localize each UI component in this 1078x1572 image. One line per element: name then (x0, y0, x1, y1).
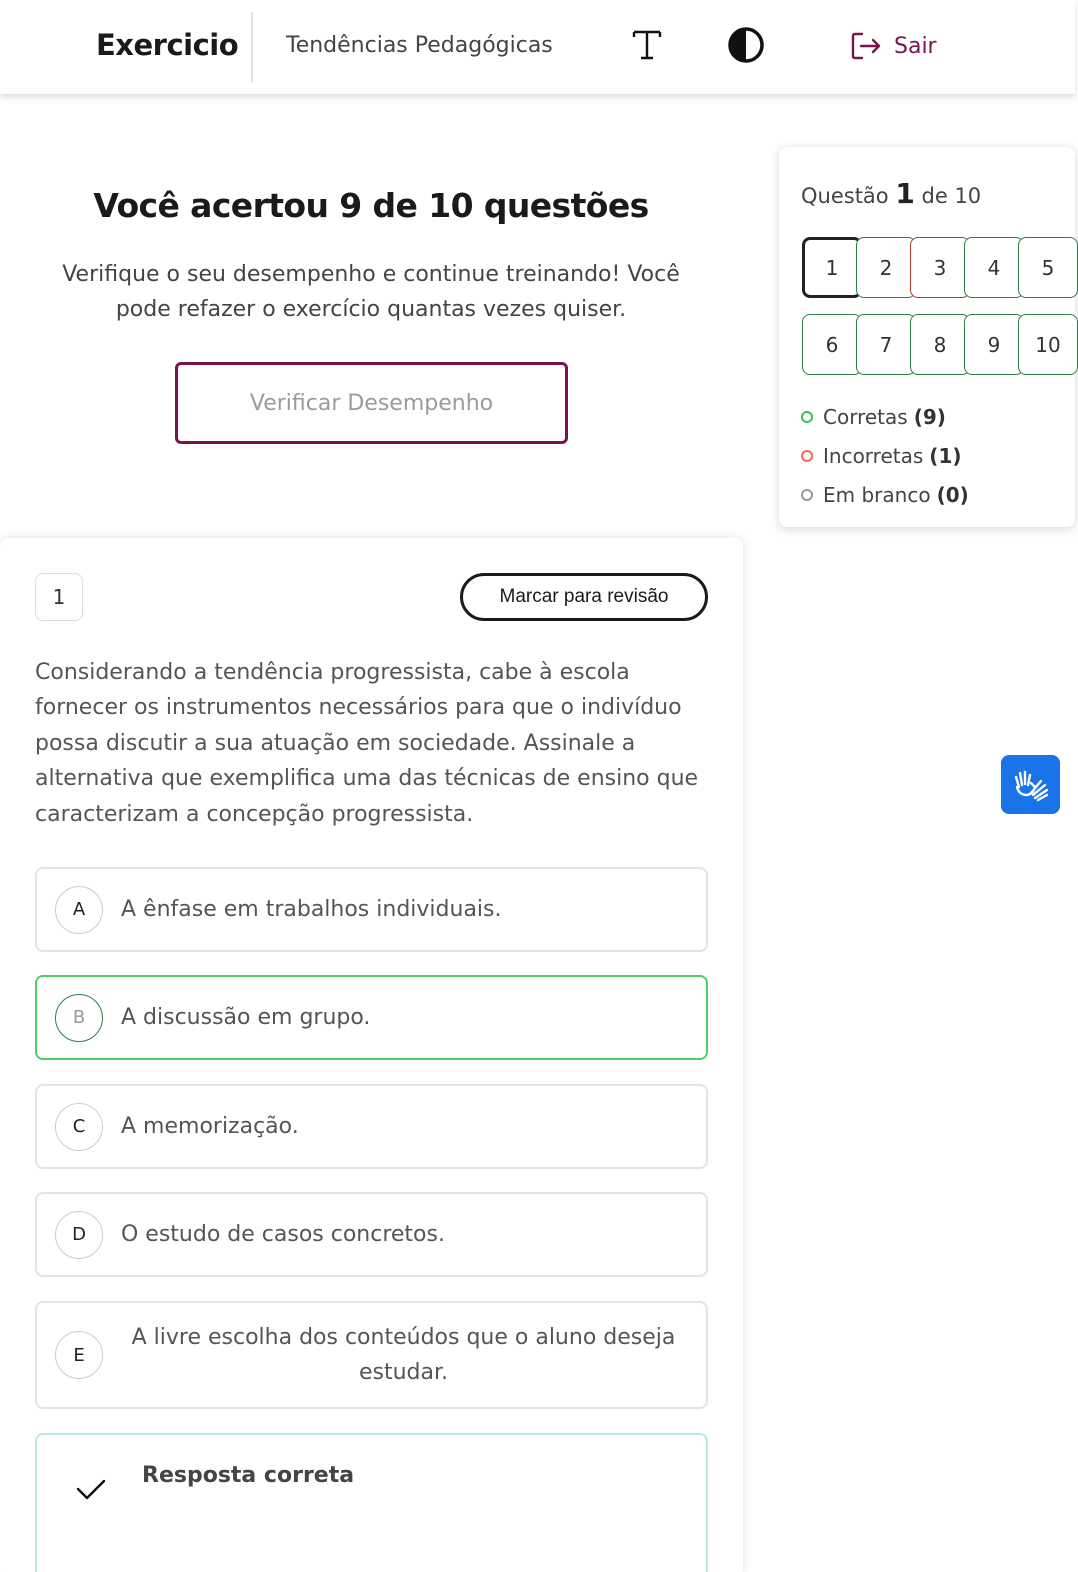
legend-item (801, 436, 969, 475)
question-card (0, 538, 743, 1572)
course-title: Tendências Pedagógicas (286, 33, 553, 58)
app-title: Exercicio (96, 28, 239, 62)
logout-icon (848, 28, 884, 64)
logout-label: Sair (894, 33, 937, 59)
status-dot-icon (801, 489, 813, 501)
top-bar (0, 0, 1075, 94)
question-nav-10[interactable]: 10 (1018, 314, 1078, 375)
option-letter: E (55, 1331, 103, 1379)
question-nav-4[interactable]: 4 (964, 237, 1024, 298)
legend-item (801, 475, 969, 514)
sign-language-icon (1011, 765, 1051, 805)
option-text: A memorização. (121, 1114, 299, 1139)
option-text: A ênfase em trabalhos individuais. (121, 897, 502, 922)
question-nav-3[interactable]: 3 (910, 237, 970, 298)
option-d[interactable] (35, 1192, 708, 1277)
current-question-number: 1 (895, 177, 915, 210)
legend-count: (0) (936, 482, 969, 507)
legend-label: Corretas (823, 404, 908, 429)
option-letter: C (55, 1103, 103, 1151)
question-navigator (779, 147, 1075, 527)
question-number-badge: 1 (35, 573, 83, 621)
legend-count: (9) (913, 404, 946, 429)
question-nav-2[interactable]: 2 (856, 237, 916, 298)
question-nav-5[interactable]: 5 (1018, 237, 1078, 298)
option-letter: B (55, 994, 103, 1042)
question-nav-9[interactable]: 9 (964, 314, 1024, 375)
answer-title: Resposta correta (142, 1463, 355, 1488)
option-text: A livre escolha dos conteúdos que o aluno deseja estudar. (131, 1325, 676, 1385)
option-letter: D (55, 1211, 103, 1259)
question-grid (802, 237, 1078, 375)
contrast-icon[interactable] (727, 26, 765, 64)
status-dot-icon (801, 411, 813, 423)
mark-for-review-button[interactable]: Marcar para revisão (460, 573, 708, 621)
legend-count: (1) (929, 443, 962, 468)
question-nav-7[interactable]: 7 (856, 314, 916, 375)
option-letter: A (55, 886, 103, 934)
question-nav-6[interactable]: 6 (802, 314, 862, 375)
option-b[interactable] (35, 975, 708, 1060)
result-subtitle: Verifique o seu desempenho e continue treinando! Você pode refazer o exercício quantas vezes quiser. (62, 262, 680, 322)
option-e[interactable] (35, 1301, 708, 1409)
result-title: Você acertou 9 de 10 questões (93, 186, 649, 225)
option-a[interactable] (35, 867, 708, 952)
question-counter: Questão 1 de 10 (801, 177, 982, 210)
check-icon (75, 1473, 107, 1505)
legend-label: Em branco (823, 482, 931, 507)
sign-language-button[interactable] (1001, 755, 1060, 814)
legend-item (801, 397, 969, 436)
question-statement: Considerando a tendência progressista, cabe à escola fornecer os instrumentos necessários para que o indivíduo possa discutir a sua atuação em sociedade. Assinale a alternativa que exemplifica uma das técnicas de ensino que caracterizam a concepção progressista. (35, 660, 699, 827)
answer-feedback (35, 1433, 708, 1572)
status-legend (801, 397, 969, 514)
option-c[interactable] (35, 1084, 708, 1169)
logout-button[interactable] (848, 28, 937, 64)
option-text: A discussão em grupo. (121, 1005, 371, 1030)
check-performance-button[interactable]: Verificar Desempenho (175, 362, 568, 444)
option-text: O estudo de casos concretos. (121, 1222, 445, 1247)
text-size-icon[interactable] (630, 24, 664, 64)
question-nav-8[interactable]: 8 (910, 314, 970, 375)
header-divider (251, 12, 253, 82)
legend-label: Incorretas (823, 443, 924, 468)
question-nav-1[interactable]: 1 (802, 237, 862, 298)
status-dot-icon (801, 450, 813, 462)
